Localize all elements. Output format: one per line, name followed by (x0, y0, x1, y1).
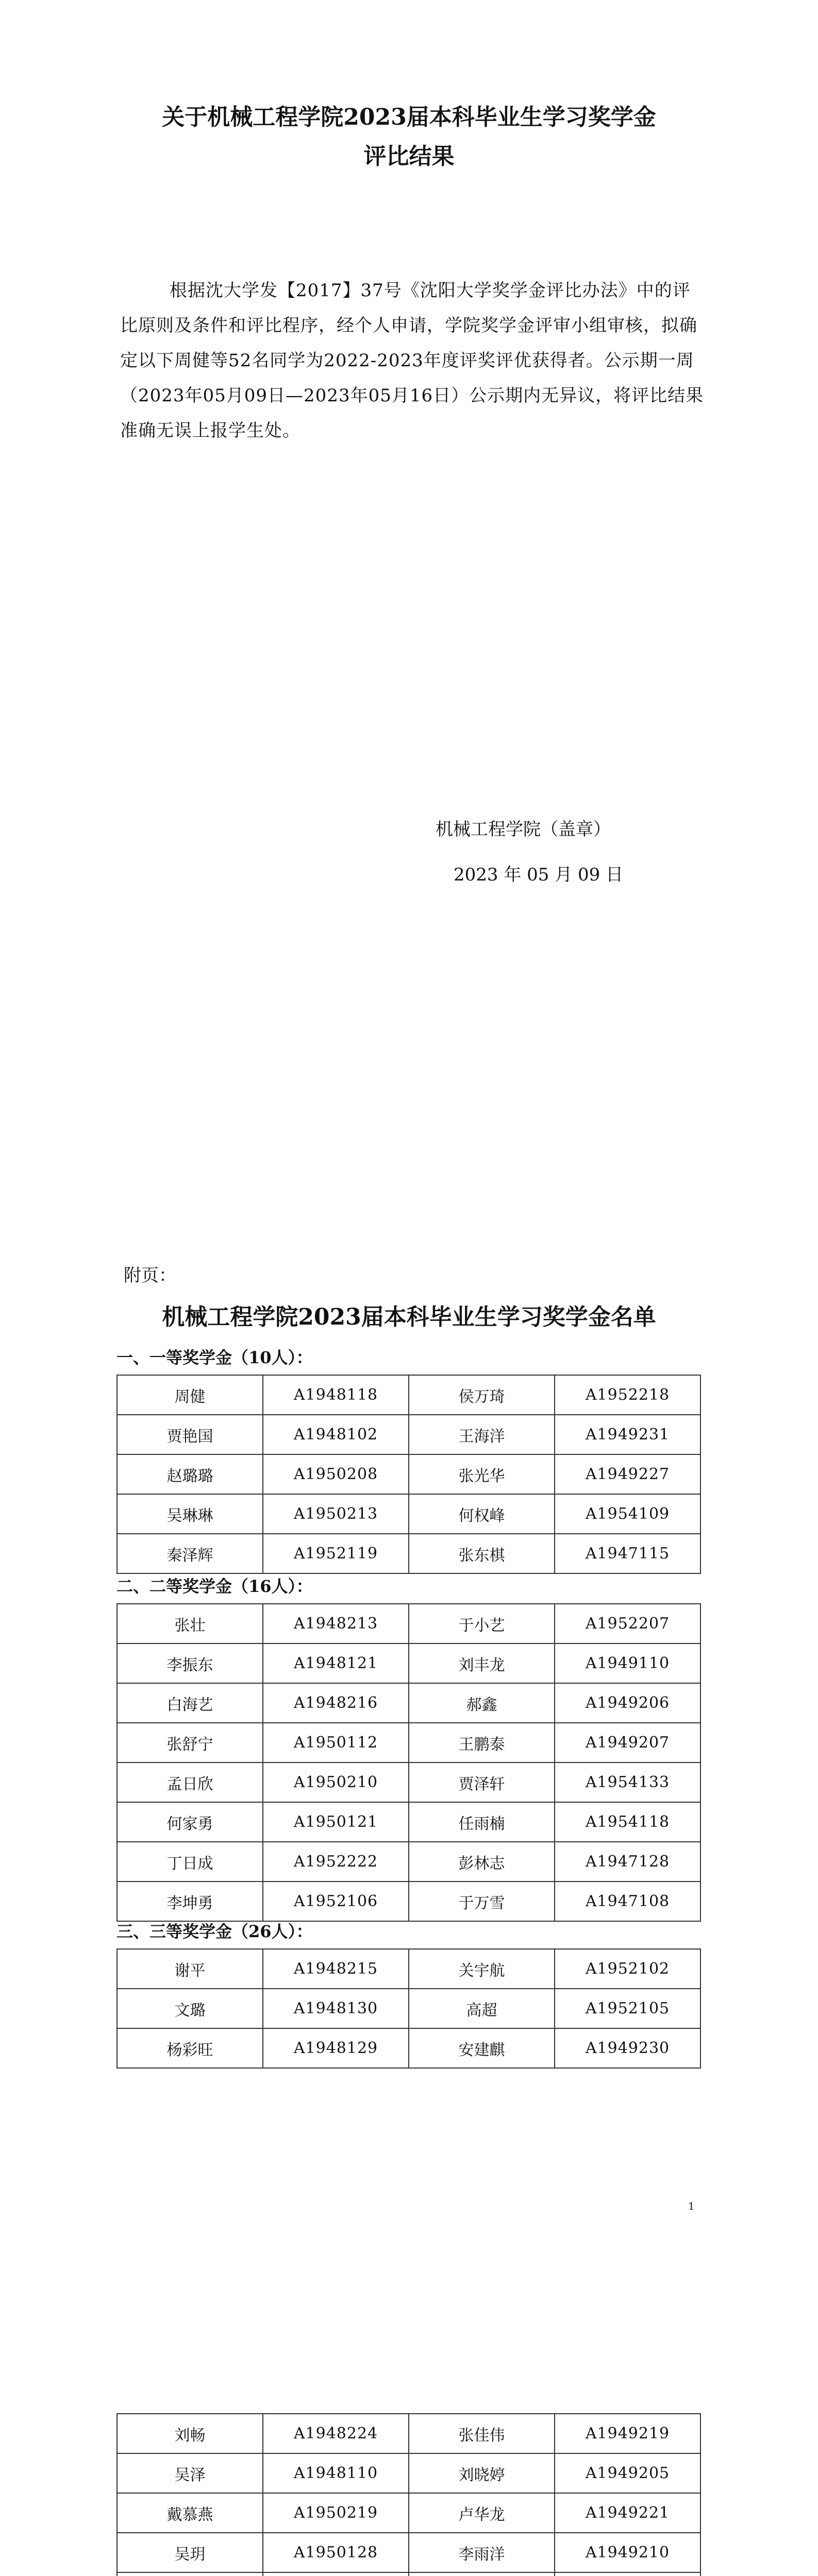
student-name-cell: 吴玥 (117, 2533, 263, 2572)
table-row (117, 1842, 700, 1882)
student-name-cell: 李坤勇 (117, 1882, 263, 1921)
table-row (117, 2533, 700, 2572)
table-row (117, 2493, 700, 2533)
student-name-cell (117, 2572, 263, 2576)
doc-title-line-1: 关于机械工程学院2023届本科毕业生学习奖学金 (162, 104, 656, 130)
student-id-cell: A1949206 (555, 1683, 700, 1723)
student-name-cell: 关宇航 (409, 1949, 555, 1989)
page-number: 1 (688, 2200, 695, 2212)
student-id-cell: A1947128 (555, 1842, 700, 1882)
student-name-cell: 杨彩旺 (117, 2028, 263, 2068)
student-name-cell: 刘畅 (117, 2414, 263, 2453)
student-id-cell: A1948121 (263, 1643, 409, 1683)
student-name-cell: 吴琳琳 (117, 1494, 263, 1534)
table-row (117, 1762, 700, 1802)
table-row (117, 1494, 700, 1534)
student-name-cell: 白海艺 (117, 1683, 263, 1723)
student-id-cell: A1952102 (555, 1949, 700, 1989)
student-name-cell: 何家勇 (117, 1802, 263, 1842)
student-id-cell: A1948118 (263, 1375, 409, 1415)
student-id-cell: A1952119 (263, 1534, 409, 1573)
student-name-cell: 郝鑫 (409, 1683, 555, 1723)
student-id-cell: A1950128 (263, 2533, 409, 2572)
student-name-cell: 何权峰 (409, 1494, 555, 1534)
student-name-cell: 戴慕燕 (117, 2493, 263, 2533)
table-row (117, 1454, 700, 1494)
student-id-cell: A1949221 (555, 2493, 700, 2533)
student-name-cell: 孟日欣 (117, 1762, 263, 1802)
student-id-cell: A1952105 (555, 1989, 700, 2028)
student-id-cell: A1947115 (555, 1534, 700, 1573)
table-row (117, 1375, 700, 1415)
student-id-cell: A1949205 (555, 2453, 700, 2493)
table-row (117, 1882, 700, 1921)
student-name-cell: 文璐 (117, 1989, 263, 2028)
student-id-cell: A1947108 (555, 1882, 700, 1921)
student-name-cell: 卢华龙 (409, 2493, 555, 2533)
table-second-prize (116, 1603, 701, 1922)
student-id-cell: A1954109 (555, 1494, 700, 1534)
doc-title-line-2: 评比结果 (363, 143, 455, 170)
table-third-prize-part1 (116, 1948, 701, 2069)
student-id-cell: A1949207 (555, 1723, 700, 1762)
student-id-cell: A1949231 (555, 1415, 700, 1454)
student-name-cell: 张东棋 (409, 1534, 555, 1573)
table-row (117, 1802, 700, 1842)
student-id-cell: A1950112 (263, 1723, 409, 1762)
table-row (117, 2414, 700, 2453)
student-id-cell: A1952222 (263, 1842, 409, 1882)
student-name-cell: 安建麒 (409, 2028, 555, 2068)
student-id-cell: A1952106 (263, 1882, 409, 1921)
body-paragraph: 根据沈大学发【2017】37号《沈阳大学奖学金评比办法》中的评比原则及条件和评比程序，经个人申请，学院奖学金评审小组审核，拟确定以下周健等52名同学为2022-2023年度评奖评优获得者。公示期一周（2023年05月09日—2023年05月16日）公示期内无异议，将评比结果准确无误上报学生处。 (120, 280, 704, 441)
student-id-cell: A1950219 (263, 2493, 409, 2533)
student-id-cell: A1950208 (263, 1454, 409, 1494)
student-id-cell: A1948216 (263, 1683, 409, 1723)
student-id-cell: A1950213 (263, 1494, 409, 1534)
student-name-cell: 李振东 (117, 1643, 263, 1683)
student-name-cell: 侯万琦 (409, 1375, 555, 1415)
table-row (117, 1643, 700, 1683)
table-row (117, 1989, 700, 2028)
table-first-prize (116, 1375, 701, 1574)
student-name-cell: 张光华 (409, 1454, 555, 1494)
student-id-cell: A1949210 (555, 2533, 700, 2572)
student-name-cell: 秦泽辉 (117, 1534, 263, 1573)
signature-org: 机械工程学院（盖章） (436, 819, 611, 840)
student-id-cell: A1948213 (263, 1604, 409, 1643)
student-name-cell: 王海洋 (409, 1415, 555, 1454)
table-row (117, 2572, 700, 2576)
student-id-cell: A1954118 (555, 1802, 700, 1842)
student-id-cell: A1948110 (263, 2453, 409, 2493)
student-id-cell: A1952218 (555, 1375, 700, 1415)
student-name-cell: 王鹏泰 (409, 1723, 555, 1762)
student-id-cell: A1949219 (555, 2414, 700, 2453)
student-name-cell: 张佳伟 (409, 2414, 555, 2453)
student-name-cell: 于小艺 (409, 1604, 555, 1643)
student-id-cell: A1950210 (263, 1762, 409, 1802)
student-name-cell: 任雨楠 (409, 1802, 555, 1842)
table-row (117, 1534, 700, 1573)
list-title: 机械工程学院2023届本科毕业生学习奖学金名单 (162, 1304, 656, 1330)
student-id-cell (263, 2572, 409, 2576)
student-name-cell: 刘丰龙 (409, 1643, 555, 1683)
student-id-cell: A1954133 (555, 1762, 700, 1802)
student-name-cell: 张舒宁 (117, 1723, 263, 1762)
student-name-cell: 彭林志 (409, 1842, 555, 1882)
student-name-cell: 吴泽 (117, 2453, 263, 2493)
section-third-heading: 三、三等奖学金（26人）： (116, 1922, 313, 1941)
student-name-cell: 丁日成 (117, 1842, 263, 1882)
student-id-cell: A1948215 (263, 1949, 409, 1989)
student-name-cell: 高超 (409, 1989, 555, 2028)
student-id-cell: A1949110 (555, 1643, 700, 1683)
student-name-cell: 于万雪 (409, 1882, 555, 1921)
table-row (117, 1683, 700, 1723)
page-2 (0, 2233, 818, 2576)
table-row (117, 1723, 700, 1762)
student-id-cell: A1948224 (263, 2414, 409, 2453)
student-id-cell: A1948102 (263, 1415, 409, 1454)
table-row (117, 1415, 700, 1454)
student-name-cell: 周健 (117, 1375, 263, 1415)
student-name-cell: 谢平 (117, 1949, 263, 1989)
student-id-cell: A1950121 (263, 1802, 409, 1842)
table-third-prize-part2 (116, 2413, 701, 2576)
student-name-cell (409, 2572, 555, 2576)
student-id-cell: A1948129 (263, 2028, 409, 2068)
student-id-cell: A1949227 (555, 1454, 700, 1494)
student-id-cell: A1948130 (263, 1989, 409, 2028)
table-row (117, 1604, 700, 1643)
student-id-cell: A1949230 (555, 2028, 700, 2068)
student-name-cell: 刘晓婷 (409, 2453, 555, 2493)
student-name-cell: 李雨洋 (409, 2533, 555, 2572)
student-name-cell: 贾艳国 (117, 1415, 263, 1454)
section-second-heading: 二、二等奖学金（16人）： (116, 1577, 313, 1596)
student-name-cell: 贾泽轩 (409, 1762, 555, 1802)
table-row (117, 2028, 700, 2068)
student-id-cell: A1952207 (555, 1604, 700, 1643)
signature-date: 2023 年 05 月 09 日 (454, 865, 624, 885)
section-first-heading: 一、一等奖学金（10人）： (116, 1348, 313, 1367)
attachment-label: 附页： (124, 1265, 176, 1286)
table-row (117, 1949, 700, 1989)
student-id-cell (555, 2572, 700, 2576)
table-row (117, 2453, 700, 2493)
student-name-cell: 赵璐璐 (117, 1454, 263, 1494)
student-name-cell: 张壮 (117, 1604, 263, 1643)
